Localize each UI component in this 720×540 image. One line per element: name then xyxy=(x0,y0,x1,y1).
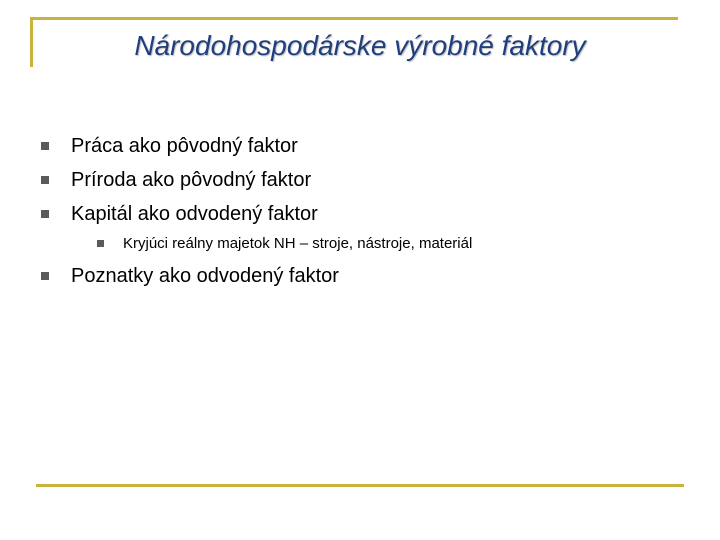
square-bullet-icon xyxy=(41,176,49,184)
bullet-text: Príroda ako pôvodný faktor xyxy=(71,169,312,191)
bullet-text: Poznatky ako odvodený faktor xyxy=(71,265,339,287)
slide-title: Národohospodárske výrobné faktory xyxy=(134,30,586,61)
square-bullet-icon xyxy=(41,210,49,218)
square-bullet-icon xyxy=(41,142,49,150)
bullet-text: Kapitál ako odvodený faktor xyxy=(71,203,318,225)
sub-bullet-text: Kryjúci reálny majetok NH – stroje, nástroje, materiál xyxy=(123,235,473,252)
bottom-rule xyxy=(36,484,684,487)
square-bullet-icon xyxy=(41,272,49,280)
bullet-text: Práca ako pôvodný faktor xyxy=(71,135,298,157)
square-bullet-icon xyxy=(97,240,104,247)
